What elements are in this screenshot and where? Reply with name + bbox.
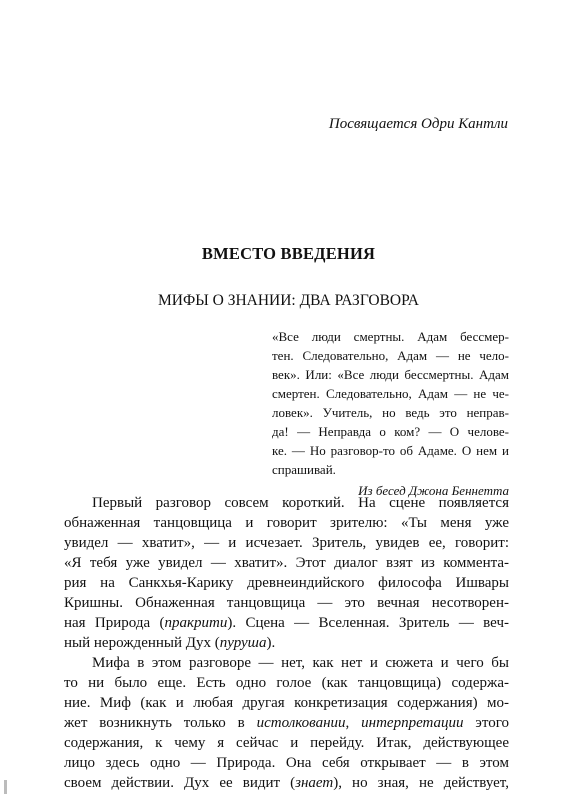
- body-text-run: этого: [463, 715, 509, 731]
- section-subtitle: МИФЫ О ЗНАНИИ: ДВА РАЗГОВОРА: [158, 292, 419, 309]
- scan-artifact: [4, 780, 7, 794]
- body-line: Первый разговор совсем короткий. На сцене появляется: [92, 495, 509, 511]
- body-text: [64, 493, 509, 793]
- epigraph-line: «Все люди смертны. Адам бессмер-: [272, 329, 509, 344]
- italic-term: знает: [295, 775, 334, 791]
- body-text-run: ), но зная, не действует,: [333, 775, 509, 791]
- body-line: [64, 633, 509, 653]
- body-text-run: ).: [266, 635, 276, 651]
- chapter-title: ВМЕСТО ВВЕДЕНИЯ: [201, 244, 376, 263]
- italic-term: пуруша: [219, 635, 267, 651]
- body-line: [64, 773, 509, 793]
- body-line: увидел — хватит», — и исчезает. Зритель, увидев ее, говорит:: [64, 535, 509, 551]
- epigraph-line: да! — Неправда о ком? — О челове-: [272, 424, 509, 439]
- body-text-run: жет возникнуть только в: [64, 715, 257, 731]
- body-line: содержания, к чему я сейчас и перейду. Итак, действующее: [64, 735, 509, 751]
- italic-term: пракрити: [164, 615, 228, 631]
- italic-term: интерпретации: [361, 715, 464, 731]
- italic-term: истолковании: [256, 715, 346, 731]
- epigraph-line: век». Или: «Все люди бессмертны. Адам: [272, 367, 509, 382]
- epigraph-source: Из бесед Джона Беннетта: [358, 483, 509, 498]
- epigraph-line: спрашивай.: [272, 462, 336, 477]
- epigraph: [272, 327, 509, 500]
- body-line: рия на Санкхья-Карику древнеиндийского философа Ишвары: [64, 575, 509, 591]
- body-line: обнаженная танцовщица и говорит зрителю: «Ты меня уже: [64, 515, 509, 531]
- body-line: лицо здесь одно — Природа. Она себя открывает — в этом: [64, 755, 509, 771]
- body-text-run: ). Сцена — Вселенная. Зритель — веч-: [227, 615, 509, 631]
- body-text-run: ная Природа (: [64, 615, 165, 631]
- epigraph-line: смертен. Следовательно, Адам — не че-: [272, 386, 509, 401]
- body-line: ние. Миф (как и любая другая конкретизация содержания) мо-: [64, 695, 509, 711]
- body-text-run: своем действии. Дух ее видит (: [64, 775, 296, 791]
- body-line: [64, 713, 509, 733]
- epigraph-line: ловек». Учитель, но ведь это неправ-: [272, 405, 509, 420]
- body-line: Кришны. Обнаженная танцовщица — это вечная несотворен-: [64, 595, 509, 611]
- body-line: Мифа в этом разговоре — нет, как нет и сюжета и чего бы: [92, 655, 509, 671]
- body-text-run: ,: [345, 715, 362, 731]
- body-line: «Я тебя уже увидел — хватит». Этот диалог взят из коммента-: [64, 555, 509, 571]
- epigraph-line: тен. Следовательно, Адам — не чело-: [272, 348, 509, 363]
- epigraph-line: ке. — Но разговор-то об Адаме. О нем и: [272, 443, 509, 458]
- dedication: Посвящается Одри Кантли: [328, 116, 508, 132]
- body-line: то ни было еще. Есть одно голое (как танцовщица) содержа-: [64, 675, 509, 691]
- body-line: [64, 613, 509, 633]
- body-text-run: ный нерожденный Дух (: [64, 635, 220, 651]
